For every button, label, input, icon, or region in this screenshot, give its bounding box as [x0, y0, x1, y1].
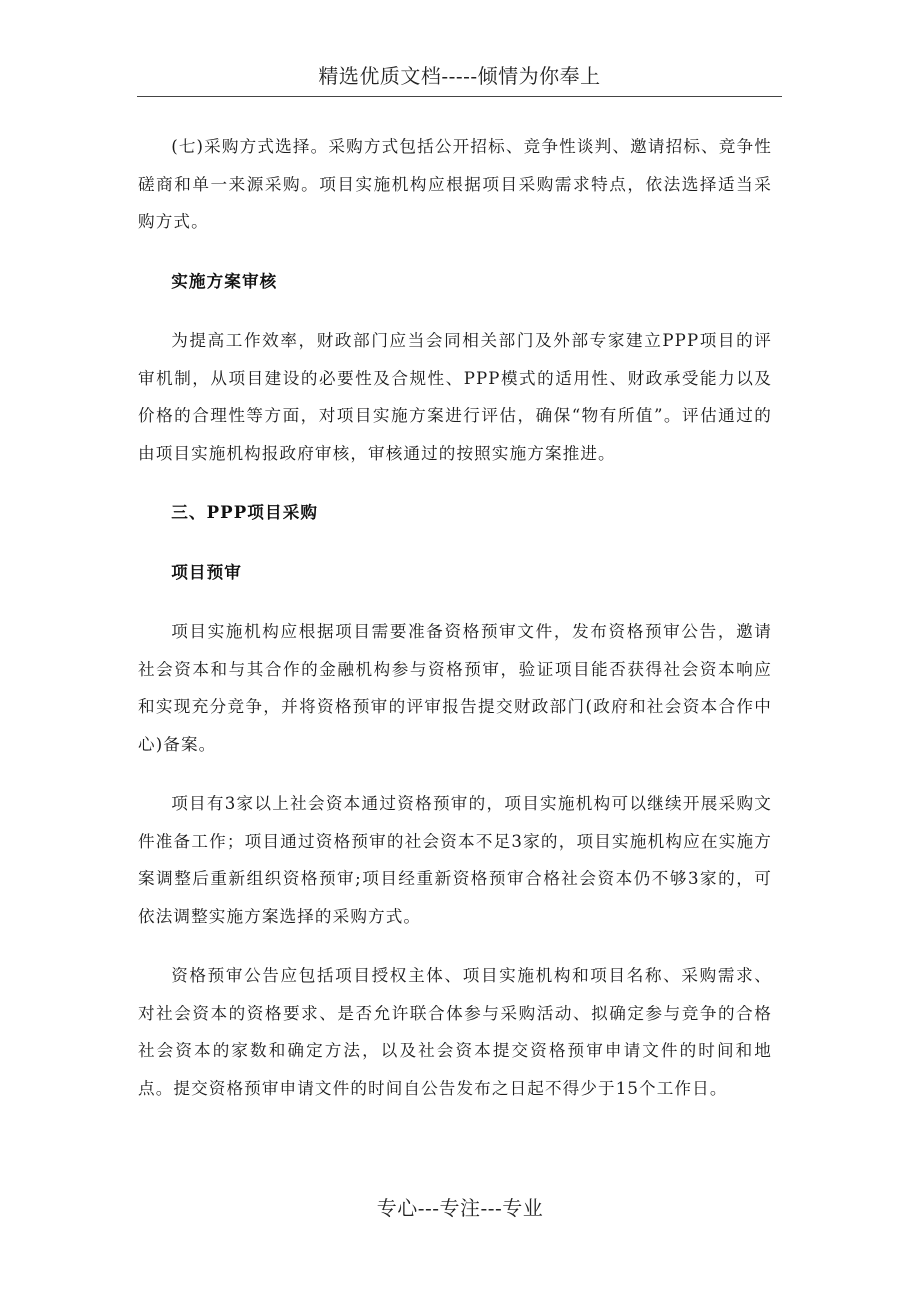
- document-body: [138, 128, 772, 1107]
- paragraph-prequalification-docs: 项目实施机构应根据项目需要准备资格预审文件，发布资格预审公告，邀请社会资本和与其合作的金融机构参与资格预审，验证项目能否获得社会资本响应和实现充分竞争，并将资格预审的评审报告提交财政部门(政府和社会资本合作中心)备案。: [138, 622, 772, 754]
- heading-plan-review: 实施方案审核: [171, 270, 278, 291]
- paragraph-procurement-method: (七)采购方式选择。采购方式包括公开招标、竞争性谈判、邀请招标、竞争性磋商和单一来源采购。项目实施机构应根据项目采购需求特点，依法选择适当采购方式。: [138, 137, 772, 231]
- paragraph-prequalification-count: 项目有3家以上社会资本通过资格预审的，项目实施机构可以继续开展采购文件准备工作；项目通过资格预审的社会资本不足3家的，项目实施机构应在实施方案调整后重新组织资格预审;项目经重新资格预审合格社会资本仍不够3家的，可依法调整实施方案选择的采购方式。: [138, 794, 772, 926]
- page-footer-text: 专心---专注---专业: [376, 1196, 544, 1220]
- heading-prequalification: 项目预审: [171, 561, 242, 582]
- page-header-title: 精选优质文档-----倾情为你奉上: [318, 64, 601, 88]
- paragraph-prequalification-notice: 资格预审公告应包括项目授权主体、项目实施机构和项目名称、采购需求、对社会资本的资格要求、是否允许联合体参与采购活动、拟确定参与竞争的合格社会资本的家数和确定方法，以及社会资本提交资格预审申请文件的时间和地点。提交资格预审申请文件的时间自公告发布之日起不得少于15个工作日。: [138, 966, 772, 1098]
- header-divider: [137, 96, 782, 97]
- paragraph-plan-review: 为提高工作效率，财政部门应当会同相关部门及外部专家建立PPP项目的评审机制，从项目建设的必要性及合规性、PPP模式的适用性、财政承受能力以及价格的合理性等方面，对项目实施方案进行评估，确保“物有所值”。评估通过的由项目实施机构报政府审核，审核通过的按照实施方案推进。: [138, 331, 772, 463]
- heading-ppp-procurement: 三、PPP项目采购: [171, 502, 319, 522]
